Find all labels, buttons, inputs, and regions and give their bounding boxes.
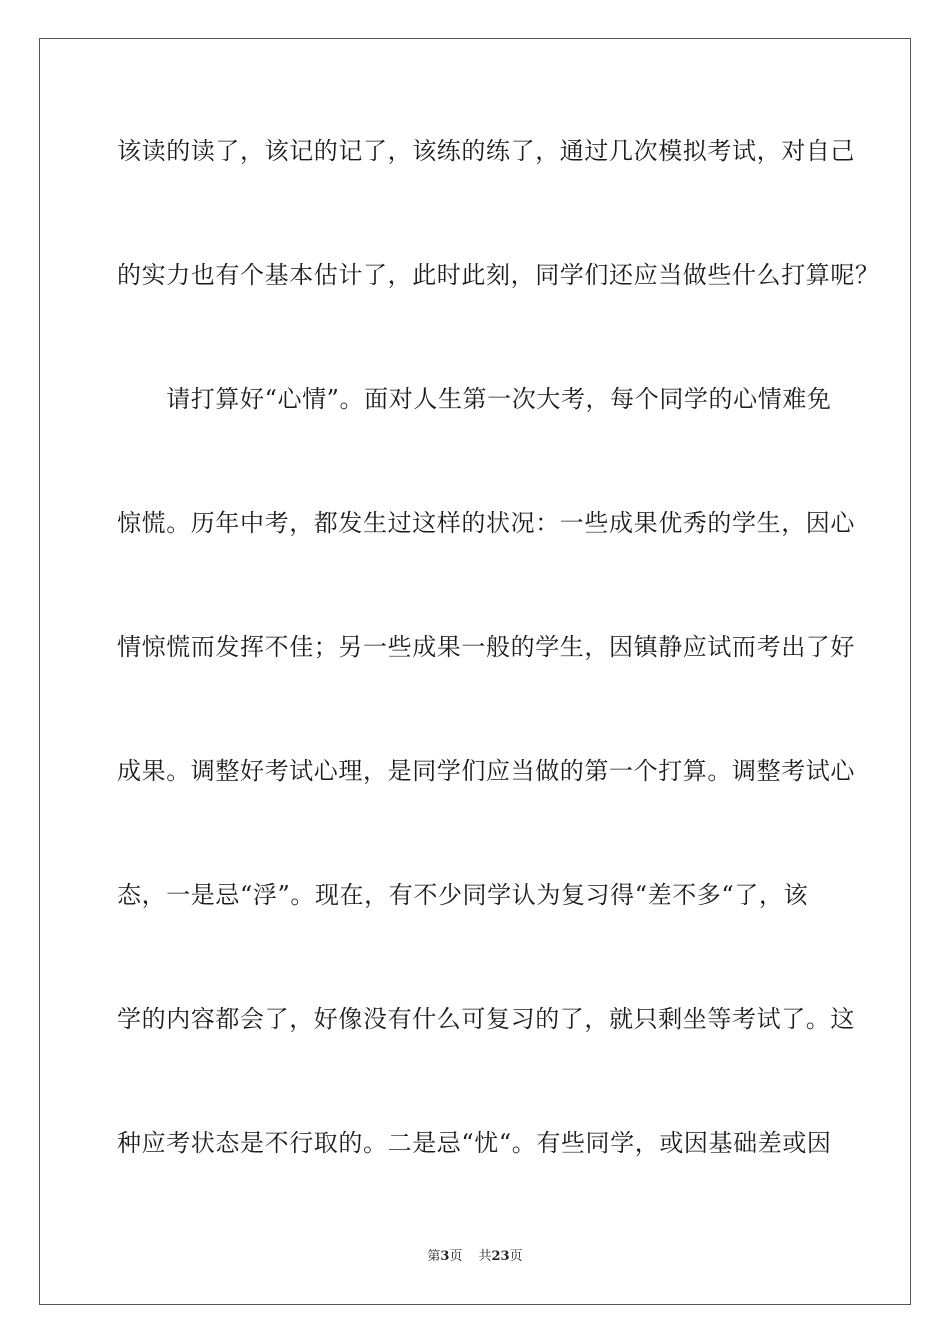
page-prefix: 第 xyxy=(427,1249,441,1264)
body-text-line: 请打算好“心情”。面对人生第一次大考，每个同学的心情难免 xyxy=(117,385,832,413)
page-number: 3 xyxy=(440,1249,450,1264)
body-text-line: 态，一是忌“浮”。现在，有不少同学认为复习得“差不多“了，该 xyxy=(117,881,809,909)
total-suffix: 页 xyxy=(509,1249,523,1264)
page-suffix: 页 xyxy=(449,1249,463,1264)
body-text-line: 学的内容都会了，好像没有什么可复习的了，就只剩坐等考试了。这 xyxy=(117,1005,855,1033)
total-pages: 23 xyxy=(491,1249,510,1264)
body-text-line: 成果。调整好考试心理，是同学们应当做的第一个打算。调整考试心 xyxy=(117,757,855,785)
total-prefix: 共 xyxy=(478,1249,492,1264)
page-footer xyxy=(0,1248,950,1266)
body-text-line: 惊慌。历年中考，都发生过这样的状况：一些成果优秀的学生，因心 xyxy=(117,509,855,537)
body-text-line: 的实力也有个基本估计了，此时此刻，同学们还应当做些什么打算呢？ xyxy=(117,261,880,289)
body-text-line: 种应考状态是不行取的。二是忌“忧“。有些同学，或因基础差或因 xyxy=(117,1129,832,1157)
body-text-line: 该读的读了，该记的记了，该练的练了，通过几次模拟考试，对自己 xyxy=(117,137,855,165)
page-border xyxy=(39,38,911,1305)
body-text-line: 情惊慌而发挥不佳；另一些成果一般的学生，因镇静应试而考出了好 xyxy=(117,633,855,661)
